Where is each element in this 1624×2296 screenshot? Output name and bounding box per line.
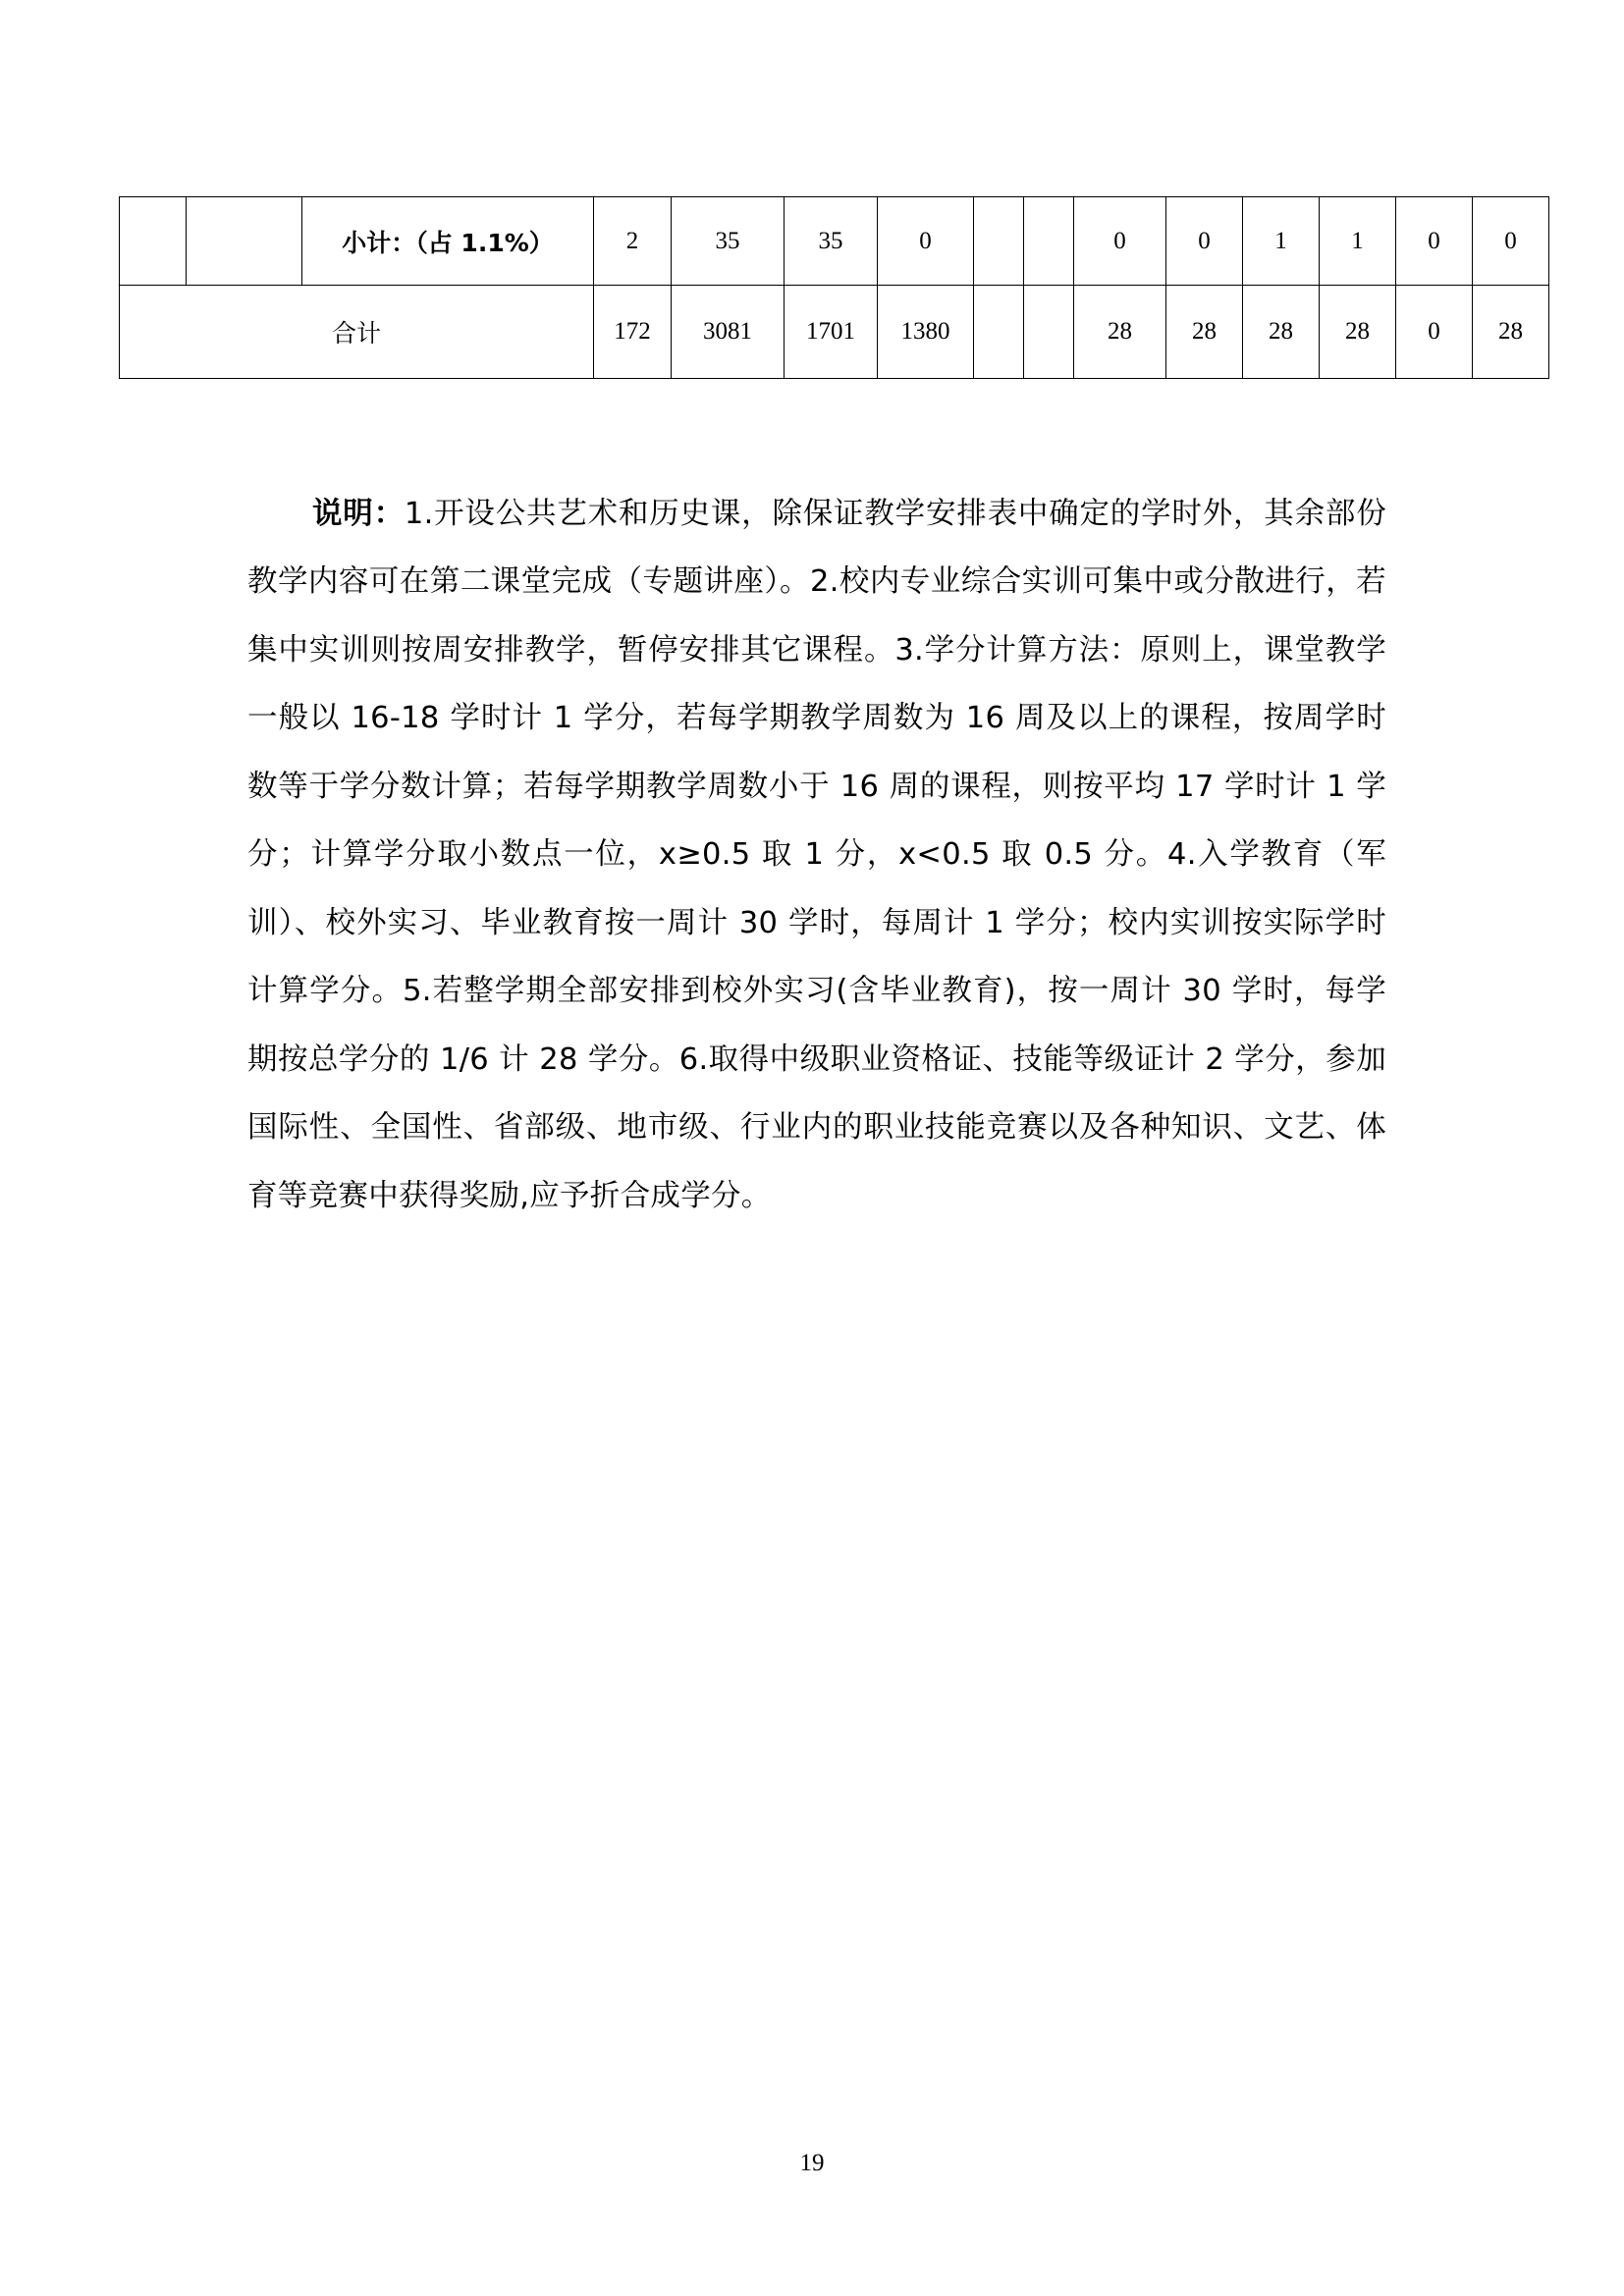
table-cell: 28 bbox=[1243, 286, 1320, 379]
table-cell: 0 bbox=[1074, 197, 1166, 286]
table-cell: 28 bbox=[1074, 286, 1166, 379]
table-cell: 28 bbox=[1473, 286, 1549, 379]
table-cell-empty bbox=[120, 197, 187, 286]
table-cell-empty bbox=[187, 197, 302, 286]
table-cell: 0 bbox=[1473, 197, 1549, 286]
table-cell bbox=[1024, 286, 1074, 379]
table-cell bbox=[974, 197, 1024, 286]
table-cell: 3081 bbox=[672, 286, 785, 379]
table-cell: 35 bbox=[672, 197, 785, 286]
table-cell: 0 bbox=[1166, 197, 1243, 286]
table-cell: 28 bbox=[1320, 286, 1396, 379]
page-number: 19 bbox=[799, 2150, 825, 2176]
subtotal-row bbox=[120, 197, 1549, 286]
table-cell: 28 bbox=[1166, 286, 1243, 379]
table-cell: 2 bbox=[594, 197, 672, 286]
total-row bbox=[120, 286, 1549, 379]
table-cell bbox=[1024, 197, 1074, 286]
table-cell: 1380 bbox=[878, 286, 974, 379]
notes-body: 1.开设公共艺术和历史课，除保证教学安排表中确定的学时外，其余部份教学内容可在第二课堂完成（专题讲座）。2.校内专业综合实训可集中或分散进行，若集中实训则按周安排教学，暂停安排其它课程。3.学分计算方法：原则上，课堂教学一般以 16-18 学时计 1 学分，若每学期教学周数为 16 周及以上的课程，按周学时数等于学分数计算；若每学期教学周数小于 16 周的课程，则按平均 17 学时计 1 学分；计算学分取小数点一位，x≥0.5 取 1 分，x<0.5 取 0.5 分。4.入学教育（军训）、校外实习、毕业教育按一周计 30 学时，每周计 1 学分；校内实训按实际学时计算学分。5.若整学期全部安排到校外实习(含毕业教育)，按一周计 30 学时，每学期按总学分的 1/6 计 28 学分。6.取得中级职业资格证、技能等级证计 2 学分，参加国际性、全国性、省部级、地市级、行业内的职业技能竞赛以及各种知识、文艺、体育等竞赛中获得奖励,应予折合成学分。 bbox=[247, 496, 1387, 1213]
table-cell bbox=[974, 286, 1024, 379]
total-label: 合计 bbox=[120, 286, 594, 379]
table-cell: 35 bbox=[785, 197, 878, 286]
table-cell: 0 bbox=[1396, 286, 1473, 379]
table-cell: 172 bbox=[594, 286, 672, 379]
notes-paragraph bbox=[247, 480, 1386, 1231]
table-cell: 1701 bbox=[785, 286, 878, 379]
subtotal-label: 小计：（占 1.1%） bbox=[302, 197, 594, 286]
table-cell: 0 bbox=[1396, 197, 1473, 286]
table-cell: 0 bbox=[878, 197, 974, 286]
table-cell: 1 bbox=[1320, 197, 1396, 286]
credit-hours-table bbox=[119, 196, 1549, 379]
notes-title: 说明： bbox=[312, 496, 405, 531]
table-cell: 1 bbox=[1243, 197, 1320, 286]
